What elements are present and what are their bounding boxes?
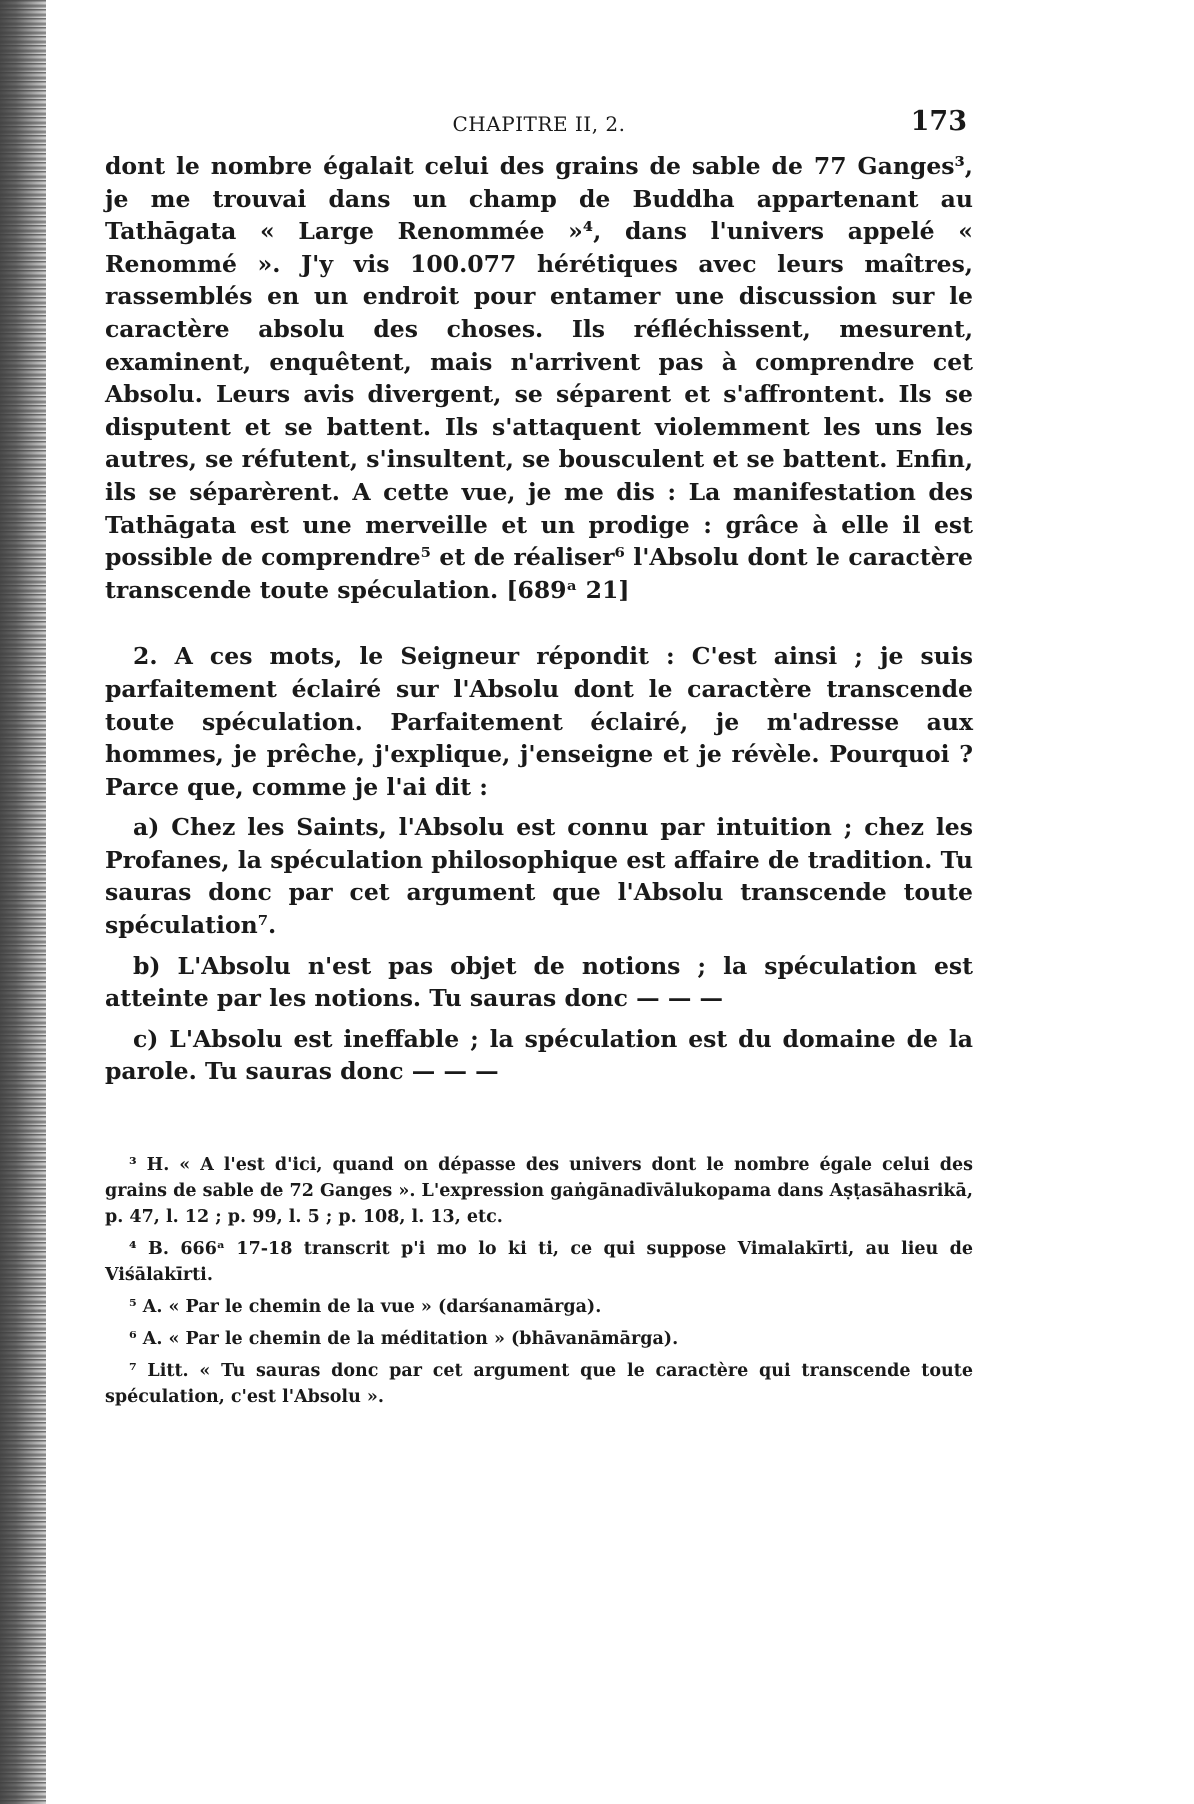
footnote-5: ⁵ A. « Par le chemin de la vue » (darśanamārga).: [129, 1297, 602, 1318]
list-item-a: a) Chez les Saints, l'Absolu est connu par intuition ; chez les Profanes, la spéculation philosophique est affaire de tradition. Tu sauras donc par cet argument que l'Absolu transcende toute spéculation⁷.: [105, 813, 973, 940]
section-2-text: A ces mots, le Seigneur répondit : C'est ainsi ; je suis parfaitement éclairé sur l'Absolu dont le caractère transcende toute spéculation. Parfaitement éclairé, je m'adresse aux hommes, je prêche, j'explique, j'enseigne et je révèle. Pourquoi ? Parce que, comme je l'ai dit :: [105, 642, 973, 801]
footnote-6: ⁶ A. « Par le chemin de la méditation » (bhāvanāmārga).: [129, 1329, 679, 1350]
section-number: 2.: [133, 642, 158, 671]
running-head: [105, 92, 973, 148]
footnote-3: ³ H. « A l'est d'ici, quand on dépasse des univers dont le nombre égale celui des grains de sable de 72 Ganges ». L'expression gaṅgānadīvālukopama dans Aṣṭasāhasrikā, p. 47, l. 12 ; p. 99, l. 5 ; p. 108, l. 13, etc.: [105, 1155, 973, 1228]
list-item-b: b) L'Absolu n'est pas objet de notions ; la spéculation est atteinte par les notions. Tu sauras donc — — —: [105, 951, 973, 1013]
list-item-c: c) L'Absolu est ineffable ; la spéculation est du domaine de la parole. Tu sauras donc — — —: [105, 1024, 973, 1086]
footnote-4: ⁴ B. 666ᵃ 17-18 transcrit p'i mo lo ki ti, ce qui suppose Vimalakīrti, au lieu de Viśālakīrti.: [105, 1239, 973, 1286]
book-page: [105, 92, 973, 1416]
scan-edge-shadow: [0, 0, 46, 1804]
page-number: 173: [910, 106, 967, 137]
section-2-paragraph: [105, 640, 973, 803]
running-title: CHAPITRE II, 2.: [452, 112, 626, 136]
paragraph-continuation: dont le nombre égalait celui des grains de sable de 77 Ganges³, je me trouvai dans un champ de Buddha appartenant au Tathāgata « Large Renommée »⁴, dans l'univers appelé « Renommé ». J'y vis 100.077 hérétiques avec leurs maîtres, rassemblés en un endroit pour entamer une discussion sur le caractère absolu des choses. Ils réfléchissent, mesurent, examinent, enquêtent, mais n'arrivent pas à comprendre cet Absolu. Leurs avis divergent, se séparent et s'affrontent. Ils se disputent et se battent. Ils s'attaquent violemment les uns les autres, se réfutent, s'insultent, se bousculent et se battent. Enfin, ils se séparèrent. A cette vue, je me dis : La manifestation des Tathāgata est une merveille et un prodige : grâce à elle il est possible de comprendre⁵ et de réaliser⁶ l'Absolu dont le caractère transcende toute spéculation. [689ᵃ 21]: [105, 152, 973, 604]
footnotes: [105, 1152, 973, 1410]
footnote-7: ⁷ Litt. « Tu sauras donc par cet argument que le caractère qui transcende toute spéculation, c'est l'Absolu ».: [105, 1361, 973, 1408]
